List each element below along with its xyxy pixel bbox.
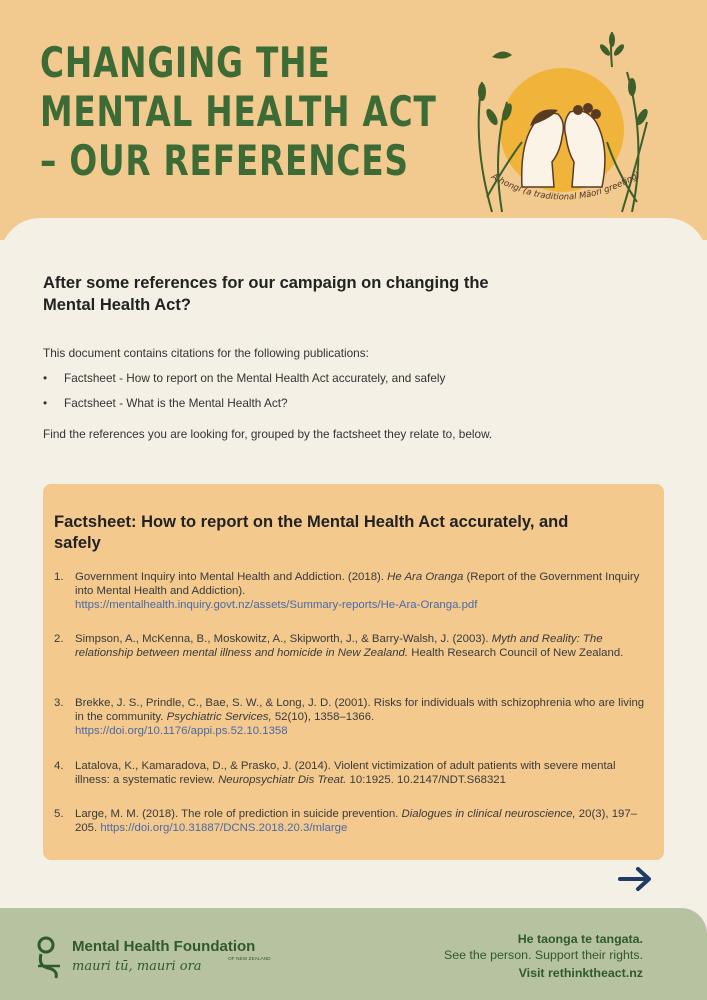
intro-note: Find the references you are looking for, grouped by the factsheet they relate to, below. xyxy=(43,427,493,441)
bullet-dot-icon: • xyxy=(43,396,48,410)
reference-title: Myth and Reality: The relationship between mental illness and homicide in New Zealand. xyxy=(75,633,603,659)
reference-link[interactable]: https://mentalhealth.inquiry.govt.nz/assets/Summary-reports/He-Ara-Oranga.pdf xyxy=(75,599,478,611)
reference-title: He Ara Oranga xyxy=(387,571,464,583)
foundation-country: OF NEW ZEALAND xyxy=(228,957,271,962)
factsheet-references-card xyxy=(43,484,664,860)
reference-number: 5. xyxy=(54,808,64,820)
campaign-website[interactable]: Visit rethinktheact.nz xyxy=(518,966,643,980)
reference-link[interactable]: https://doi.org/10.1176/appi.ps.52.10.1358 xyxy=(75,725,288,737)
foundation-logo-icon xyxy=(36,936,62,980)
footer xyxy=(0,908,707,1000)
reference-text xyxy=(75,696,653,738)
reference-authors: Brekke, J. S., Prindle, C., Bae, S. W., & Long, J. D. (2001). Risks for individuals with schizophrenia who are living in the community. xyxy=(75,697,645,723)
page-title xyxy=(40,38,437,185)
title-line-2: MENTAL HEALTH ACT xyxy=(40,87,437,136)
reference-number: 3. xyxy=(54,697,64,709)
reference-text xyxy=(75,632,653,660)
reference-number: 1. xyxy=(54,571,64,583)
reference-source: 20(3), 197–205. xyxy=(75,808,638,834)
reference-source: (Report of the Government Inquiry into Mental Health and Addiction). xyxy=(75,571,640,597)
reference-number: 4. xyxy=(54,760,64,772)
factsheet-heading: Factsheet: How to report on the Mental Health Act accurately, and safely xyxy=(54,513,569,552)
tagline-english: See the person. Support their rights. xyxy=(443,948,643,962)
reference-source: Health Research Council of New Zealand. xyxy=(408,647,624,659)
foundation-name: Mental Health Foundation xyxy=(72,938,256,955)
reference-authors: Simpson, A., McKenna, B., Moskowitz, A., Skipworth, J., & Barry-Walsh, J. (2003). xyxy=(75,633,492,645)
reference-text xyxy=(75,807,653,835)
title-line-1: CHANGING THE xyxy=(40,38,331,87)
hongi-illustration xyxy=(462,22,662,222)
publication-bullet-text: Factsheet - How to report on the Mental Health Act accurately, and safely xyxy=(64,371,446,385)
tagline-maori: He taonga te tangata. xyxy=(517,932,643,946)
reference-text xyxy=(75,570,653,612)
reference-title: Psychiatric Services, xyxy=(166,711,272,723)
reference-text xyxy=(75,759,653,787)
reference-authors: Latalova, K., Kamaradova, D., & Prasko, J. (2014). Violent victimization of adult patients with severe mental illness: a systematic review. xyxy=(75,760,616,786)
title-line-3: – OUR REFERENCES xyxy=(40,136,409,185)
reference-source: 52(10), 1358–1366. xyxy=(271,711,375,723)
reference-link[interactable]: https://doi.org/10.31887/DCNS.2018.20.3/mlarge xyxy=(100,822,348,834)
reference-authors: Large, M. M. (2018). The role of prediction in suicide prevention. xyxy=(75,808,402,820)
intro-description: This document contains citations for the following publications: xyxy=(43,346,369,360)
reference-source: 10:1925. 10.2147/NDT.S68321 xyxy=(346,774,506,786)
next-page-arrow-icon[interactable] xyxy=(616,864,656,894)
bullet-dot-icon: • xyxy=(43,371,48,385)
reference-number: 2. xyxy=(54,633,64,645)
foundation-motto: mauri tū, mauri ora xyxy=(72,959,202,974)
reference-title: Dialogues in clinical neuroscience, xyxy=(401,808,576,820)
reference-authors: Government Inquiry into Mental Health and Addiction. (2018). xyxy=(75,571,388,583)
reference-title: Neuropsychiatr Dis Treat. xyxy=(218,774,347,786)
publication-bullet-text: Factsheet - What is the Mental Health Act? xyxy=(64,396,288,410)
illustration-caption: A hongi (a traditional Māori greeting) xyxy=(489,170,642,203)
intro-heading: After some references for our campaign on changing the Mental Health Act? xyxy=(43,274,489,314)
